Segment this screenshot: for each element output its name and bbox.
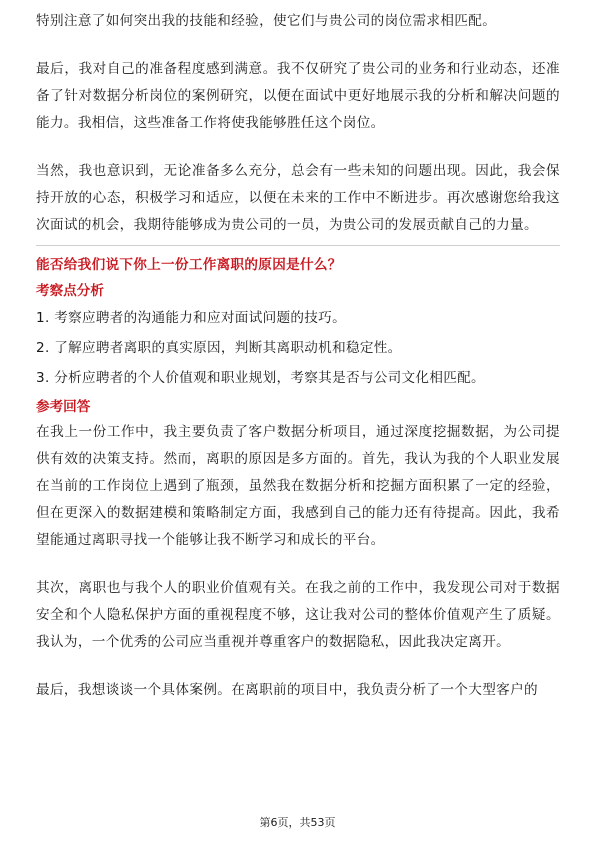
section-divider [36, 245, 560, 246]
answer-paragraph-1: 在我上一份工作中，我主要负责了客户数据分析项目，通过深度挖掘数据，为公司提供有效的决策支持。然而，离职的原因是多方面的。首先，我认为我的个人职业发展在当前的工作岗位上遇到了瓶颈，虽然我在数据分析和挖掘方面积累了一定的经验，但在更深入的数据建模和策略制定方面，我感到自己的能力还有待提高。因此，我希望能通过离职寻找一个能够让我不断学习和成长的平台。 [36, 424, 560, 548]
point-item-2: 2. 了解应聘者离职的真实原因，判断其离职动机和稳定性。 [36, 340, 402, 356]
answer-paragraph-2: 其次，离职也与我个人的职业价值观有关。在我之前的工作中，我发现公司对于数据安全和个人隐私保护方面的重视程度不够，这让我对公司的整体价值观产生了质疑。我认为，一个优秀的公司应当重视并尊重客户的数据隐私，因此我决定离开。 [36, 580, 560, 650]
paragraph-spacer [36, 554, 560, 575]
intro-paragraph-1: 特别注意了如何突出我的技能和经验，使它们与贵公司的岗位需求相匹配。 [36, 13, 497, 29]
page-content [36, 8, 560, 704]
point-item-3: 3. 分析应聘者的个人价值观和职业规划，考察其是否与公司文化相匹配。 [36, 370, 485, 386]
intro-paragraph-3: 当然，我也意识到，无论准备多么充分，总会有一些未知的问题出现。因此，我会保持开放的心态，积极学习和适应，以便在未来的工作中不断进步。再次感谢您给我这次面试的机会，我期待能够成为贵公司的一员，为贵公司的发展贡献自己的力量。 [36, 163, 560, 233]
paragraph-spacer [36, 656, 560, 677]
paragraph-spacer [36, 137, 560, 158]
paragraph-spacer [36, 35, 560, 56]
point-item-1: 1. 考察应聘者的沟通能力和应对面试问题的技巧。 [36, 310, 346, 326]
intro-paragraph-2: 最后，我对自己的准备程度感到满意。我不仅研究了贵公司的业务和行业动态，还准备了针对数据分析岗位的案例研究，以便在面试中更好地展示我的分析和解决问题的能力。我相信，这些准备工作将使我能够胜任这个岗位。 [36, 61, 560, 131]
answer-heading: 参考回答 [36, 399, 91, 415]
question-title: 能否给我们说下你上一份工作离职的原因是什么？ [36, 257, 342, 273]
page-number-footer: 第6页，共53页 [259, 816, 336, 829]
points-heading: 考察点分析 [36, 283, 104, 299]
answer-paragraph-3: 最后，我想谈谈一个具体案例。在离职前的项目中，我负责分析了一个大型客户的 [36, 682, 538, 698]
